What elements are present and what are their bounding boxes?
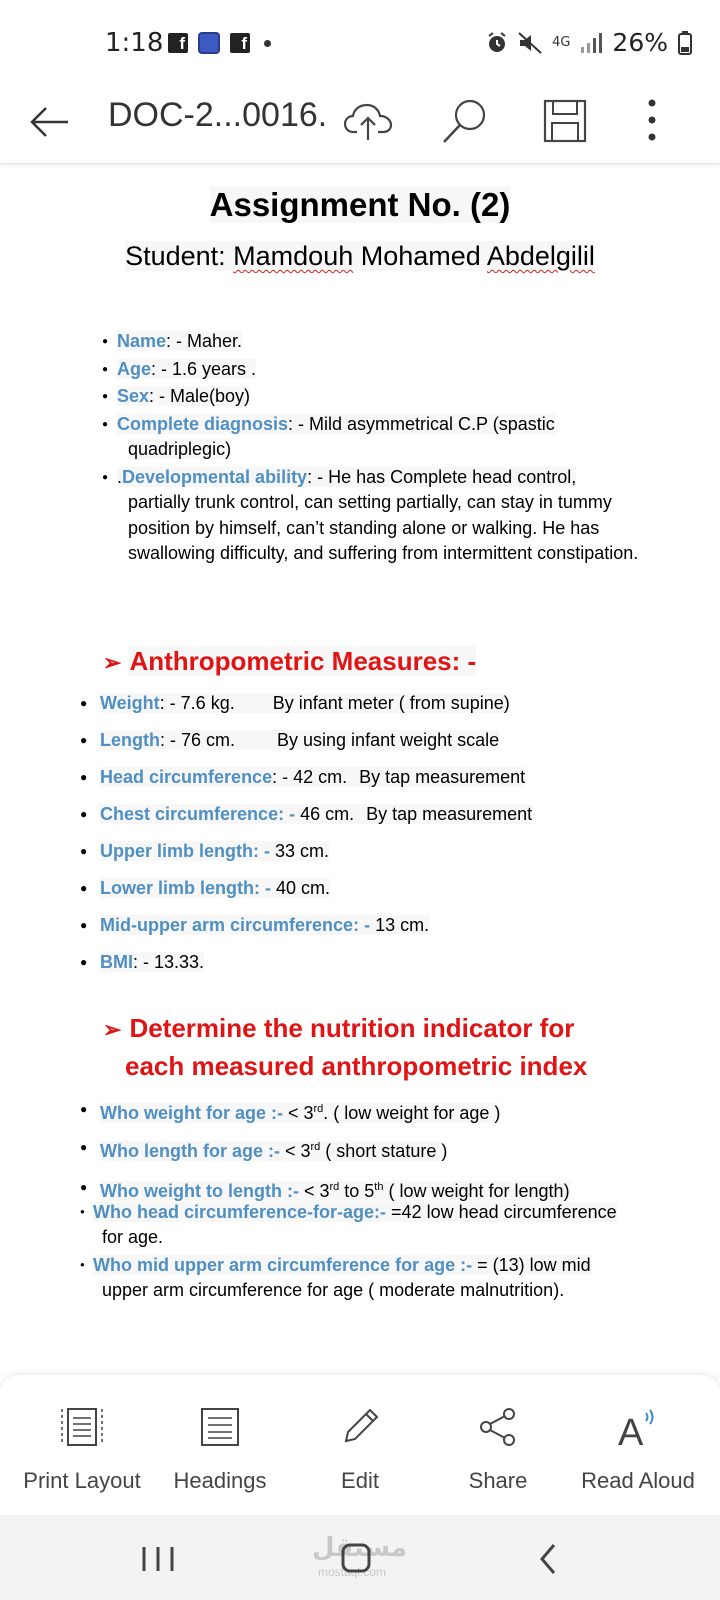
search-icon[interactable] bbox=[440, 96, 490, 146]
student-line: Student: Mamdouh Mohamed Abdelgilil bbox=[125, 241, 595, 271]
app-bar bbox=[0, 80, 720, 164]
read-aloud-button[interactable]: A Read Aloud bbox=[568, 1405, 708, 1494]
measure-item: ● Lower limb length: - 40 cm. bbox=[80, 870, 680, 907]
share-button[interactable]: Share bbox=[428, 1405, 568, 1494]
watermark-logo: مستقل bbox=[312, 1533, 408, 1563]
alarm-icon bbox=[486, 32, 508, 54]
document-body[interactable] bbox=[0, 165, 720, 1375]
more-vertical-icon[interactable] bbox=[640, 96, 690, 146]
section-heading-nutrition: ➢ Determine the nutrition indicator for each measured anthropometric index bbox=[103, 1013, 588, 1081]
patient-info-list bbox=[102, 329, 642, 569]
list-item: ● Who length for age :- < 3rd ( short stature ) bbox=[80, 1128, 680, 1166]
facebook-icon: f bbox=[230, 33, 250, 53]
headings-button[interactable]: Headings bbox=[150, 1405, 290, 1494]
watermark-url: mostaql.com bbox=[318, 1565, 387, 1579]
network-4g-icon: 4G bbox=[552, 34, 571, 50]
measure-item: ● Head circumference: - 42 cm. By tap measurement bbox=[80, 759, 680, 796]
back-arrow-icon[interactable] bbox=[28, 100, 72, 144]
status-time: 1:18 bbox=[105, 28, 164, 58]
list-item: ● Sex: - Male(boy) bbox=[102, 384, 642, 410]
save-icon[interactable] bbox=[540, 96, 590, 146]
battery-icon bbox=[678, 31, 692, 55]
document-heading: Assignment No. (2) bbox=[209, 186, 511, 223]
mute-icon bbox=[518, 32, 542, 54]
svg-text:A: A bbox=[618, 1412, 644, 1449]
measure-item: ● Mid-upper arm circumference: - 13 cm. bbox=[80, 907, 680, 944]
bottom-toolbar bbox=[0, 1375, 720, 1515]
section-heading-anthropometric: ➢ Anthropometric Measures: - bbox=[103, 646, 477, 676]
list-item: ● Who head circumference-for-age:- =42 low head circumference for age. bbox=[80, 1200, 680, 1250]
pencil-icon bbox=[338, 1405, 382, 1449]
list-item: ● Who weight for age :- < 3rd. ( low weight for age ) bbox=[80, 1090, 680, 1128]
nav-back-icon[interactable] bbox=[538, 1537, 582, 1581]
who-indicator-list bbox=[80, 1090, 680, 1303]
dot-icon bbox=[264, 40, 271, 47]
alert-app-icon bbox=[198, 32, 220, 54]
notification-icons bbox=[168, 32, 271, 54]
signal-icon bbox=[580, 33, 602, 53]
list-item: ● Name: - Maher. bbox=[102, 329, 642, 355]
system-icons bbox=[486, 28, 692, 57]
battery-level: 26% bbox=[612, 28, 668, 57]
measure-item: ● Weight: - 7.6 kg. By infant meter ( from supine) bbox=[80, 685, 680, 722]
list-item: ● Age: - 1.6 years . bbox=[102, 357, 642, 383]
share-icon bbox=[476, 1405, 520, 1449]
home-icon[interactable] bbox=[338, 1537, 382, 1581]
document-title[interactable]: DOC-2...0016. bbox=[108, 96, 328, 134]
arrow-bullet-icon: ➢ bbox=[103, 1017, 122, 1042]
arrow-bullet-icon: ➢ bbox=[103, 650, 122, 675]
measure-item: ● Length: - 76 cm. By using infant weight scale bbox=[80, 722, 680, 759]
measure-item: ● BMI: - 13.33. bbox=[80, 944, 680, 981]
list-item: ● .Developmental ability: - He has Complete head control, partially trunk control, can setting partially, can stay in tummy position by himself, can’t standing alone or walking. He has swallowing difficulty, and suffering from intermittent constipation. bbox=[102, 465, 642, 567]
measure-item: ● Chest circumference: - 46 cm. By tap measurement bbox=[80, 796, 680, 833]
measures-list bbox=[80, 685, 680, 981]
cloud-upload-icon[interactable] bbox=[343, 96, 393, 146]
print-layout-button[interactable]: Print Layout bbox=[12, 1405, 152, 1494]
measure-item: ● Upper limb length: - 33 cm. bbox=[80, 833, 680, 870]
edit-button[interactable]: Edit bbox=[290, 1405, 430, 1494]
print-layout-icon bbox=[60, 1405, 104, 1449]
read-aloud-icon bbox=[616, 1405, 660, 1449]
recent-apps-icon[interactable] bbox=[136, 1537, 180, 1581]
list-item: ● Who weight to length :- < 3rd to 5th ( low weight for length) bbox=[80, 1168, 680, 1206]
list-item: ● Complete diagnosis: - Mild asymmetrical C.P (spastic quadriplegic) bbox=[102, 412, 642, 463]
system-nav-bar bbox=[0, 1515, 720, 1600]
headings-icon bbox=[198, 1405, 242, 1449]
list-item: ● Who mid upper arm circumference for age :- = (13) low mid upper arm circumference for age ( moderate malnutrition). bbox=[80, 1253, 680, 1303]
status-bar bbox=[0, 0, 720, 80]
facebook-icon: f bbox=[168, 33, 188, 53]
